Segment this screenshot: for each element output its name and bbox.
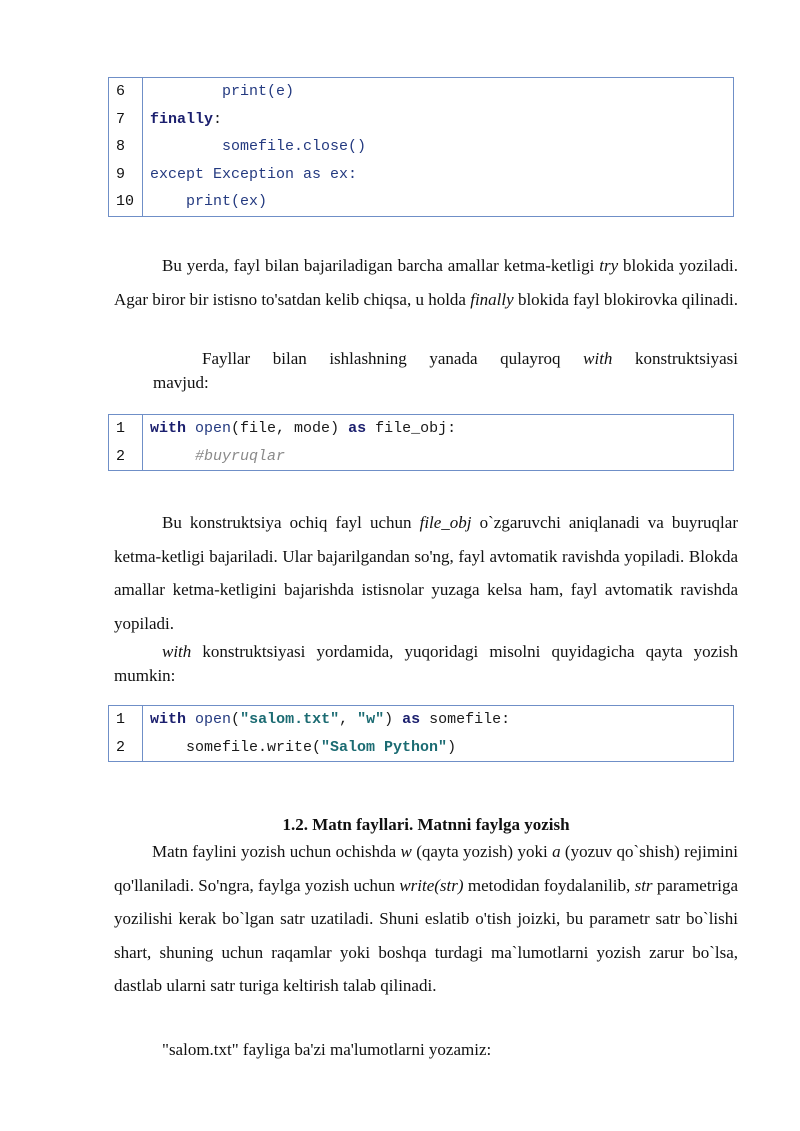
code-block-3-line xyxy=(109,706,733,734)
paragraph-with-rewrite: with konstruktsiyasi yordamida, yuqoridagi misolni quyidagicha qayta yozish mumkin: xyxy=(114,642,738,685)
code-text xyxy=(143,188,267,216)
code-text xyxy=(143,443,285,471)
code-text xyxy=(143,734,456,762)
code-token: ( xyxy=(231,711,241,728)
code-block-1-line xyxy=(109,161,733,189)
code-token: ) xyxy=(447,738,457,756)
code-token: , xyxy=(339,711,358,728)
code-text xyxy=(143,706,510,734)
line-number: 8 xyxy=(109,133,143,161)
code-token: finally xyxy=(150,110,214,128)
code-token: as xyxy=(348,420,367,437)
code-token: with xyxy=(150,711,187,728)
line-number: 2 xyxy=(109,443,143,471)
code-token: "Salom Python" xyxy=(321,738,448,756)
code-block-1-line xyxy=(109,188,733,216)
section-heading: 1.2. Matn fayllari. Matnni faylga yozish xyxy=(282,815,570,834)
code-text xyxy=(143,415,456,443)
code-block-with-syntax xyxy=(108,414,734,471)
code-token: open xyxy=(195,420,232,437)
code-token: with xyxy=(150,420,187,437)
code-text xyxy=(143,133,366,161)
code-token: ) xyxy=(384,711,403,728)
code-token xyxy=(186,420,195,437)
code-block-with-example xyxy=(108,705,734,762)
line-number: 10 xyxy=(109,188,143,216)
code-token xyxy=(186,711,195,728)
paragraph-with-explanation: Bu konstruktsiya ochiq fayl uchun file_obj o`zgaruvchi aniqlanadi va buyruqlar ketma-ketligi bajariladi. Ular bajarilgandan so'ng, fayl avtomatik ravishda yopiladi. Blokda amallar ketma-ketligini bajarishda istisnolar yuzaga kelsa ham, fayl avtomatik ravishda yopiladi. xyxy=(114,513,738,633)
code-token: except Exception as ex: xyxy=(150,165,358,183)
paragraph-salom-intro: "salom.txt" fayliga ba'zi ma'lumotlarni yozamiz: xyxy=(162,1040,492,1059)
code-token: file_obj: xyxy=(366,420,457,437)
code-token: open xyxy=(195,711,232,728)
code-text xyxy=(143,78,294,106)
code-token: somefile.close() xyxy=(150,138,367,155)
code-block-1-line xyxy=(109,78,733,106)
code-text xyxy=(143,161,357,189)
line-number: 9 xyxy=(109,161,143,189)
line-number: 1 xyxy=(109,415,143,443)
code-token: print(ex) xyxy=(150,193,268,210)
line-number: 2 xyxy=(109,734,143,762)
line-number: 1 xyxy=(109,706,143,734)
code-token: as xyxy=(402,711,421,728)
code-token: "w" xyxy=(357,711,385,728)
code-token: #buyruqlar xyxy=(150,447,286,465)
code-block-2-line xyxy=(109,415,733,443)
code-block-1-line xyxy=(109,133,733,161)
paragraph-try-finally: Bu yerda, fayl bilan bajariladigan barcha amallar ketma-ketligi try blokida yoziladi. Agar biror bir istisno to'satdan kelib chiqsa, u holda finally blokida fayl blokirovka qilinadi. xyxy=(114,256,738,309)
code-token: : xyxy=(213,110,223,128)
line-number: 6 xyxy=(109,78,143,106)
code-token: (file, mode) xyxy=(231,420,349,437)
paragraph-text-files: Matn faylini yozish uchun ochishda w (qayta yozish) yoki a (yozuv qo`shish) rejimini qo'llaniladi. So'ngra, faylga yozish uchun write(str) metodidan foydalanilib, str parametriga yozilishi kerak bo`lgan satr uzatiladi. Shuni eslatib o'tish joizki, bu parametr satr bo`lishi shart, shuning uchun raqamlar yoki boshqa turdagi ma`lumotlarni yozish zarur bo`lsa, dastlab ularni satr turiga keltirish talab qilinadi. xyxy=(114,842,739,995)
line-number: 7 xyxy=(109,106,143,134)
paragraph-with-intro: Fayllar bilan ishlashning yanada qulayroq with konstruktsiyasi xyxy=(202,349,738,368)
code-block-3-line xyxy=(109,734,733,762)
paragraph-with-intro-cont: mavjud: xyxy=(153,373,209,392)
code-token: print(e) xyxy=(150,83,295,100)
code-block-try-finally xyxy=(108,77,734,217)
code-token: somefile.write( xyxy=(150,738,322,756)
code-block-2-line xyxy=(109,443,733,471)
code-text xyxy=(143,106,222,134)
code-block-1-line xyxy=(109,106,733,134)
code-token: "salom.txt" xyxy=(240,711,340,728)
code-token: somefile: xyxy=(420,711,511,728)
